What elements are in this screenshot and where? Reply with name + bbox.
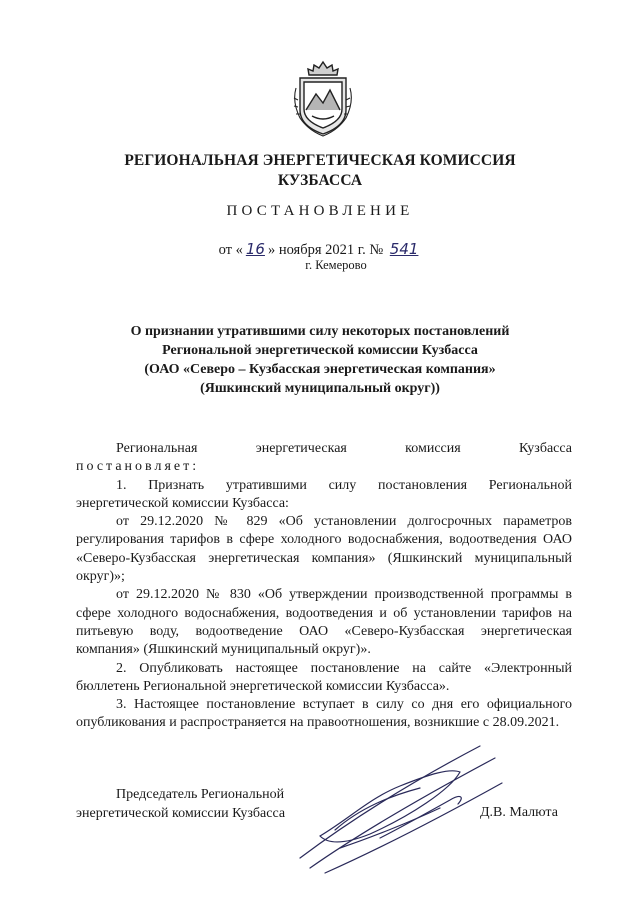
date-prefix: от « [218, 242, 243, 258]
title-line4: (Яшкинский муниципальный округ)) [200, 381, 440, 396]
intro-word: Кузбасса [519, 441, 572, 456]
signatory-position [76, 786, 285, 823]
date-day: 16 [245, 240, 265, 258]
intro-word: комиссия [405, 441, 461, 456]
document-number: 541 [389, 240, 419, 258]
paragraph-1a: от 29.12.2020 № 829 «Об установлении долгосрочных параметров регулирования тарифов в сфере холодного водоснабжения, водоотведения ОАО «Северо-Кузбасская энергетическая компания» (Яшкинский муниципальный округ)»; [76, 514, 572, 585]
document-title [60, 322, 580, 398]
date-line [0, 240, 640, 259]
city: г. Кемерово [305, 258, 367, 272]
document-type: ПОСТАНОВЛЕНИЕ [226, 203, 414, 219]
intro-word: энергетическая [255, 441, 347, 456]
signatory-name: Д.В. Малюта [480, 805, 558, 820]
intro-verb: постановляет: [76, 459, 200, 475]
intro-line [76, 440, 572, 458]
organization-name-line1: РЕГИОНАЛЬНАЯ ЭНЕРГЕТИЧЕСКАЯ КОМИССИЯ [124, 152, 516, 169]
date-suffix: » ноября 2021 г. № [267, 242, 384, 258]
handwritten-signature [280, 738, 510, 878]
paragraph-2: 2. Опубликовать настоящее постановление на сайте «Электронный бюллетень Региональной энергетической комиссии Кузбасса». [76, 660, 572, 694]
paragraph-3: 3. Настоящее постановление вступает в силу со дня его официального опубликования и распространяется на правоотношения, возникшие с 28.09.2021. [76, 697, 572, 731]
document-body [76, 440, 572, 733]
position-line1: Председатель Региональной [116, 787, 285, 802]
intro-word: Региональная [116, 441, 198, 456]
title-line2: Региональной энергетической комиссии Кузбасса [162, 343, 478, 358]
position-line2: энергетической комиссии Кузбасса [76, 805, 286, 821]
title-line3: (ОАО «Северо – Кузбасская энергетическая компания» [144, 362, 496, 377]
paragraph-1b: от 29.12.2020 № 830 «Об утверждении производственной программы в сфере холодного водоснабжения, водоотведения и об установлении тарифов на питьевую воду, водоотведение ОАО «Северо-Кузбасская энергетическая компания» (Яшкинский муниципальный округ)». [76, 587, 572, 658]
coat-of-arms-emblem [290, 58, 356, 138]
title-line1: О признании утратившими силу некоторых постановлений [130, 324, 510, 339]
paragraph-1: 1. Признать утратившими силу постановления Региональной энергетической комиссии Кузбасса: [76, 477, 572, 511]
organization-name-line2: КУЗБАССА [277, 172, 363, 189]
